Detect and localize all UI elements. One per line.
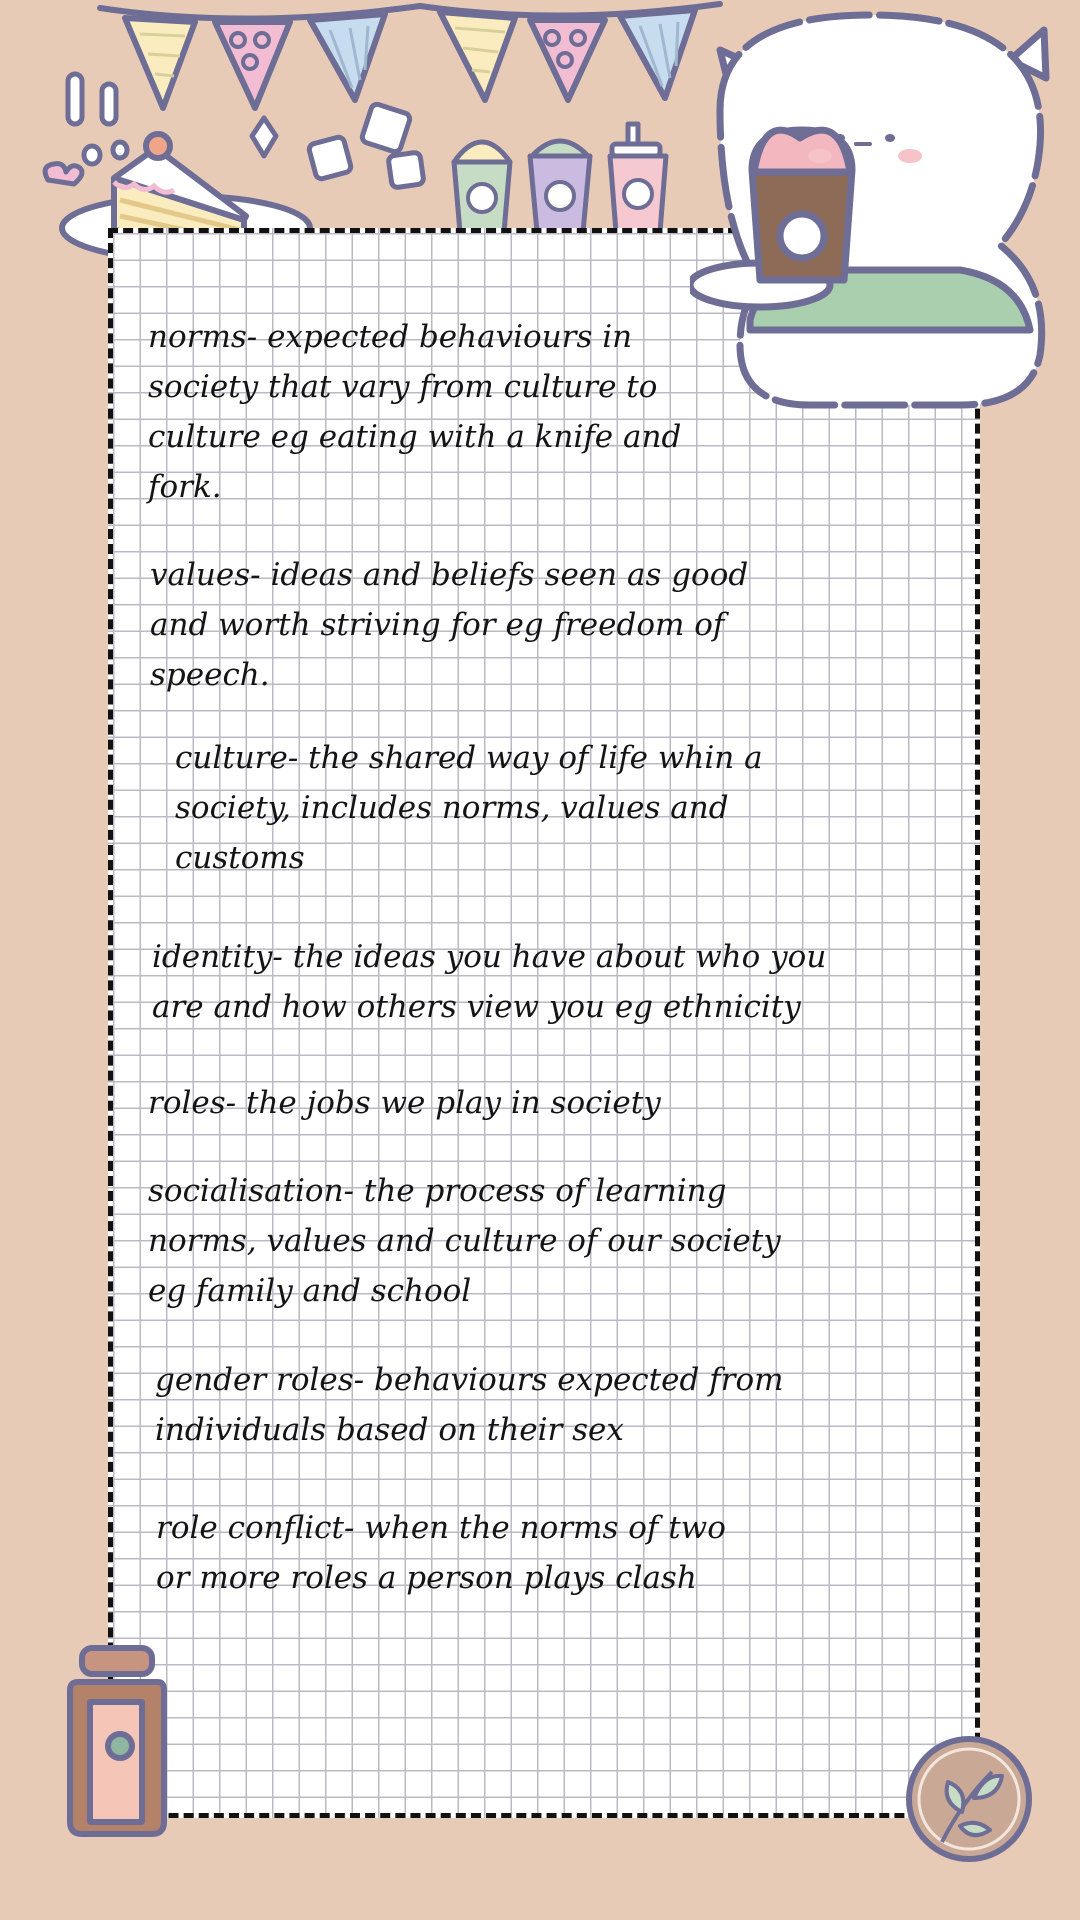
note-culture: culture- the shared way of life whin a society, includes norms, values and customs [175,740,763,876]
note-identity: identity- the ideas you have about who you are and how others view you eg ethnicity [152,939,827,1025]
leaf-badge-icon [902,1732,1036,1866]
flag-yellow-2 [440,12,515,100]
note-role-conflict: role conflict- when the norms of two or more roles a person plays clash [156,1510,726,1596]
note-norms: norms- expected behaviours in society that vary from culture to culture eg eating with a knife and fork. [148,319,682,505]
note-socialisation: socialisation- the process of learning norms, values and culture of our society eg family and school [148,1173,781,1309]
bear-mascot-icon [690,0,1080,420]
note-gender-roles: gender roles- behaviours expected from individuals based on their sex [155,1362,784,1448]
flag-pink-2 [530,20,605,100]
note-roles: roles- the jobs we play in society [148,1085,661,1121]
flag-blue-1 [310,14,385,100]
note-values: values- ideas and beliefs seen as good and worth striving for eg freedom of speech. [150,557,749,693]
sugar-cubes-decoration [240,96,440,206]
flag-blue-2 [620,10,695,98]
jar-icon [64,1642,174,1842]
drink-cups-decoration [440,120,700,240]
